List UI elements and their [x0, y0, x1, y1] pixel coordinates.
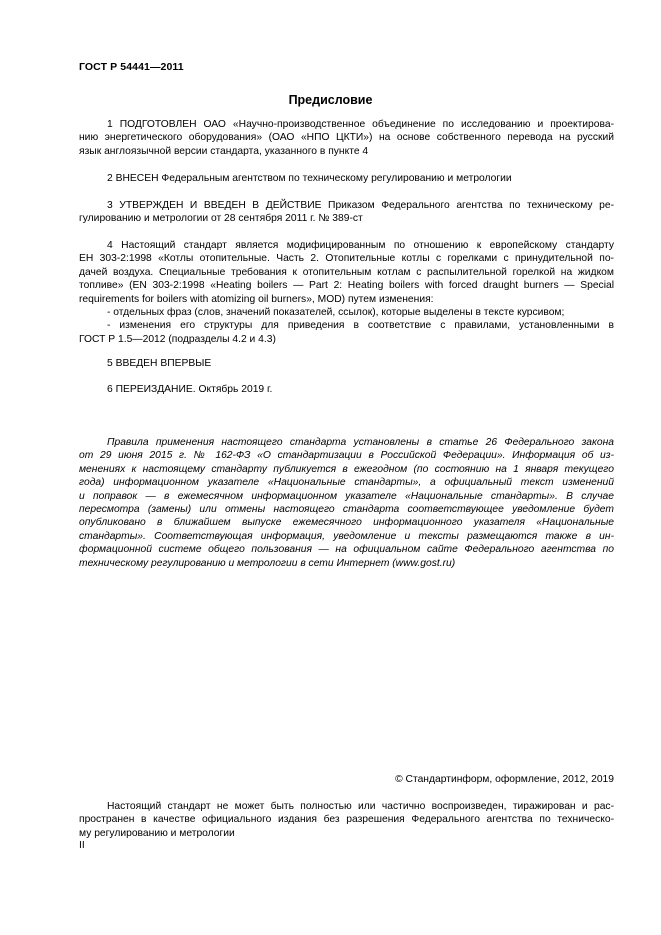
reproduction-line: пространен в качестве официального издания без разрешения Федерального агентства по техническо- — [79, 814, 614, 826]
reproduction-line: му регулированию и метрологии — [79, 827, 235, 839]
item-1-line: нию энергетического оборудования» (ОАО «НПО ЦКТИ») на основе собственного перевода на русский — [79, 132, 614, 144]
item-6-line: 6 ПЕРЕИЗДАНИЕ. Октябрь 2019 г. — [107, 384, 273, 395]
document-code: ГОСТ Р 54441—2011 — [79, 61, 184, 73]
item-6-reissue — [79, 383, 614, 396]
notice-line: года) информационном указателе «Национальные стандарты», а официальный текст изменений — [79, 477, 614, 489]
item-2-introduced — [79, 172, 614, 185]
notice-line: и поправок — в ежемесячном информационном указателе «Национальные стандарты». В случае — [79, 490, 614, 502]
item-4-line: requirements for boilers with atomizing oil burners», MOD) путем изменения: — [79, 293, 434, 305]
item-4-line: - отдельных фраз (слов, значений показателей, ссылок), которые выделены в тексте курсивом; — [107, 307, 565, 319]
item-5-line: 5 ВВЕДЕН ВПЕРВЫЕ — [107, 358, 212, 369]
item-4-line: ГОСТ Р 1.5—2012 (подразделы 4.2 и 4.3) — [79, 333, 276, 345]
item-2-line: 2 ВНЕСЕН Федеральным агентством по техническому регулированию и метрологии — [107, 173, 512, 184]
item-5-first-introduced — [79, 357, 614, 370]
item-4-line: ЕН 303-2:1998 «Котлы отопительные. Часть 2. Отопительные котлы с горелками с принудительной по- — [79, 253, 614, 265]
page-title: Предисловие — [288, 93, 373, 107]
reproduction-notice — [79, 800, 614, 840]
notice-line: пересмотра (замены) или отмены настоящего стандарта соответствующее уведомление будет — [79, 504, 614, 516]
notice-line: менениях к настоящему стандарту публикуется в ежегодном (по состоянию на 1 января текущего — [79, 463, 614, 475]
item-4-modification — [79, 239, 614, 346]
item-4-line: 4 Настоящий стандарт является модифицированным по отношению к европейскому стандарту — [107, 240, 614, 251]
item-4-line: дачей воздуха. Специальные требования к отопительным котлам с распылительной горелкой на жидком — [79, 266, 614, 278]
item-3-approved — [79, 199, 614, 226]
item-3-line: 3 УТВЕРЖДЕН И ВВЕДЕН В ДЕЙСТВИЕ Приказом Федерального агентства по техническому ре- — [107, 200, 614, 211]
reproduction-line: Настоящий стандарт не может быть полностью или частично воспроизведен, тиражирован и рас- — [107, 801, 614, 812]
notice-line: техническому регулированию и метрологии в сети Интернет (www.gost.ru) — [79, 557, 456, 569]
item-4-line: - изменения его структуры для приведения в соответствие с правилами, установленными в — [107, 320, 614, 332]
notice-line: опубликовано в ближайшем выпуске ежемесячного информационного указателя «Национальные — [79, 517, 614, 529]
application-notice — [79, 436, 614, 570]
copyright-line: © Стандартинформ, оформление, 2012, 2019 — [395, 774, 614, 785]
item-3-line: гулированию и метрологии от 28 сентября 2011 г. № 389-ст — [79, 213, 363, 225]
notice-line: от 29 июня 2015 г. № 162-ФЗ «О стандартизации в Российской Федерации». Информация об из- — [79, 450, 614, 462]
item-4-line: топливе» (EN 303-2:1998 «Heating boilers — Part 2: Heating boilers with forced draught burners — Special — [79, 280, 614, 292]
item-1-line: 1 ПОДГОТОВЛЕН ОАО «Научно-производственное объединение по исследованию и проектирова- — [107, 119, 614, 130]
item-1-prepared — [79, 118, 614, 158]
page-number: II — [79, 840, 85, 851]
item-1-line: язык англоязычной версии стандарта, указанного в пункте 4 — [79, 145, 369, 157]
notice-line: Правила применения настоящего стандарта установлены в статье 26 Федерального закона — [107, 437, 614, 448]
notice-line: стандарты». Соответствующая информация, уведомление и тексты размещаются также в ин- — [79, 530, 614, 542]
notice-line: формационной системе общего пользования — на официальном сайте Федерального агентства по — [79, 544, 614, 556]
